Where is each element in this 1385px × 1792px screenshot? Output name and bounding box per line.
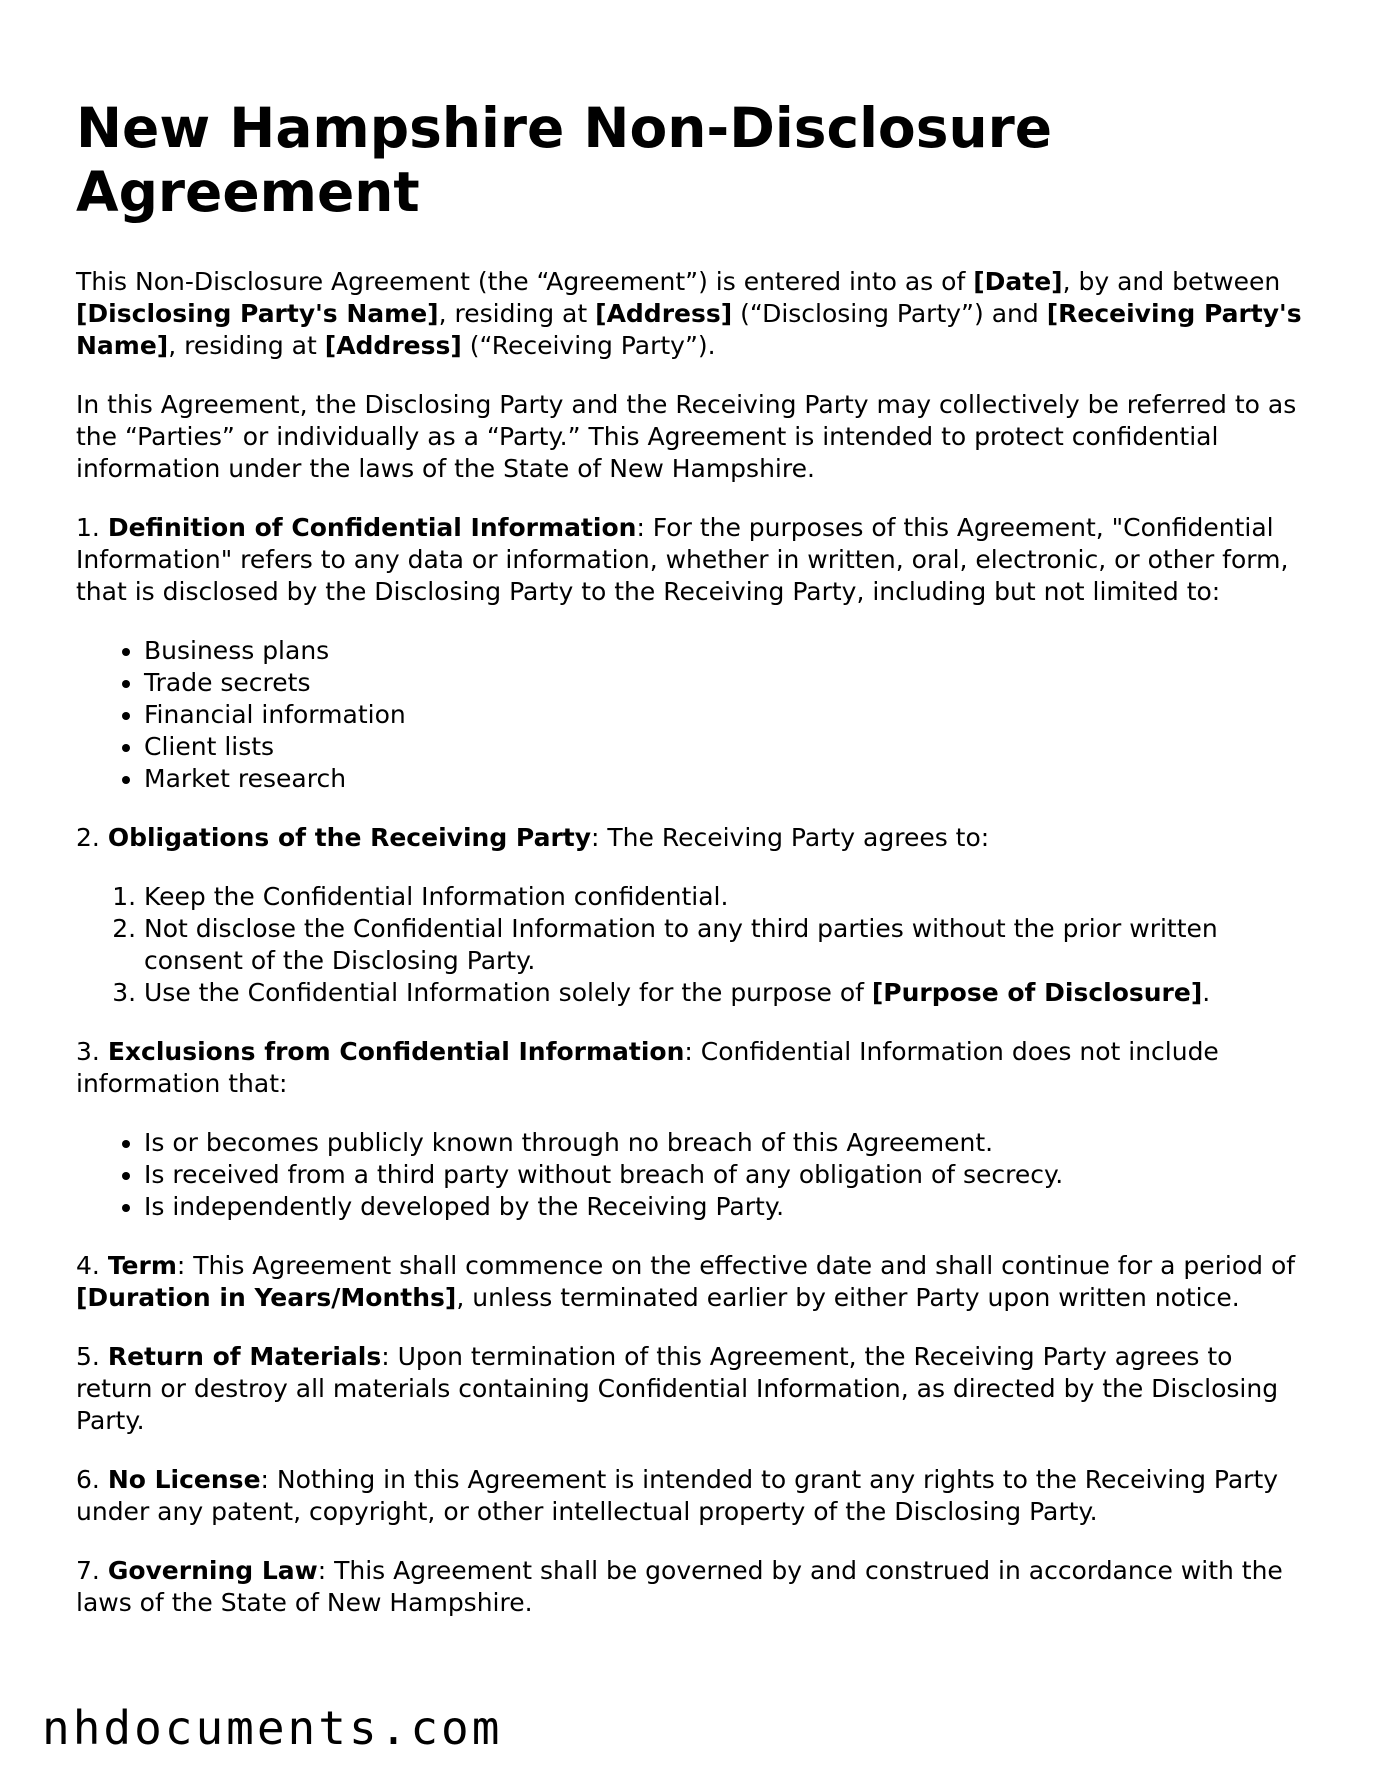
section-7: [76, 1555, 1316, 1619]
section-number: 1.: [76, 513, 108, 542]
section-number: 5.: [76, 1342, 108, 1371]
duration-placeholder: [Duration in Years/Months]: [76, 1283, 457, 1312]
section-text: : The Receiving Party agrees to:: [591, 823, 990, 852]
section-text: : Upon termination of this Agreement, the Receiving Party agrees to return or destroy all materials containing Confidential Information, as directed by the Disclosing Party.: [76, 1342, 1279, 1435]
list-item: 1. Keep the Confidential Information confidential.: [144, 881, 1316, 913]
section-number: 7.: [76, 1556, 108, 1585]
document-page: [76, 96, 1316, 1646]
list-item: • Is independently developed by the Receiving Party.: [144, 1191, 1316, 1223]
list-item: • Is received from a third party without breach of any obligation of secrecy.: [144, 1159, 1316, 1191]
date-placeholder: [Date]: [973, 267, 1063, 296]
document-title: New Hampshire Non-Disclosure Agreement: [76, 96, 1053, 224]
section-number: 2.: [76, 823, 108, 852]
list-item: • Trade secrets: [144, 667, 1316, 699]
intro-text: (“Disclosing Party”) and: [732, 299, 1047, 328]
section-text: , unless terminated earlier by either Party upon written notice.: [456, 1283, 1240, 1312]
disclosing-name-placeholder: [Disclosing Party's Name]: [76, 299, 439, 328]
section-number: 3.: [76, 1037, 108, 1066]
section-3: [76, 1036, 1316, 1100]
intro-text: , residing at: [438, 299, 596, 328]
intro-text: (“Receiving Party”).: [461, 331, 716, 360]
list-item: • Business plans: [144, 635, 1316, 667]
intro-text: This Non-Disclosure Agreement (the “Agreement”) is entered into as of: [76, 267, 974, 296]
intro-paragraph: [76, 266, 1316, 362]
receiving-address-placeholder: [Address]: [324, 331, 462, 360]
list-item: • Market research: [144, 763, 1316, 795]
section-2: [76, 822, 1316, 854]
purpose-placeholder: [Purpose of Disclosure]: [871, 978, 1203, 1007]
section-text: : This Agreement shall commence on the effective date and shall continue for a period of: [176, 1251, 1296, 1280]
exclusions-list: [76, 1127, 1316, 1223]
section-heading: No License: [107, 1465, 261, 1494]
list-item-text: Use the Confidential Information solely for the purpose of: [144, 978, 872, 1007]
section-text: : Nothing in this Agreement is intended to grant any rights to the Receiving Party under any patent, copyright, or other intellectual property of the Disclosing Party.: [76, 1465, 1279, 1526]
section-heading: Definition of Confidential Information: [107, 513, 637, 542]
section-heading: Exclusions from Confidential Information: [107, 1037, 685, 1066]
section-text: : Confidential Information does not include information that:: [76, 1037, 1219, 1098]
obligations-list: [76, 881, 1316, 1009]
section-5: [76, 1341, 1316, 1437]
section-1: [76, 512, 1316, 608]
list-item: 2. Not disclose the Confidential Information to any third parties without the prior written consent of the Disclosing Party.: [144, 913, 1316, 977]
intro-text: , by and between: [1062, 267, 1281, 296]
confidential-info-list: [76, 635, 1316, 795]
section-text: : This Agreement shall be governed by and construed in accordance with the laws of the State of New Hampshire.: [76, 1556, 1283, 1617]
section-heading: Return of Materials: [107, 1342, 382, 1371]
list-item: • Is or becomes publicly known through no breach of this Agreement.: [144, 1127, 1316, 1159]
receiving-name-placeholder: [Receiving Party's Name]: [76, 299, 1302, 360]
section-text: : For the purposes of this Agreement, "Confidential Information" refers to any data or information, whether in written, oral, electronic, or other form, that is disclosed by the Disclosing Party to the Receiving Party, including but not limited to:: [76, 513, 1289, 606]
watermark: nhdocuments.com: [42, 1701, 503, 1755]
list-item-text: .: [1202, 978, 1211, 1007]
section-heading: Governing Law: [107, 1556, 318, 1585]
list-item: [144, 977, 1316, 1009]
intro-text: , residing at: [168, 331, 325, 360]
list-item: • Financial information: [144, 699, 1316, 731]
list-item: • Client lists: [144, 731, 1316, 763]
disclosing-address-placeholder: [Address]: [595, 299, 733, 328]
section-number: 4.: [76, 1251, 108, 1280]
parties-paragraph: In this Agreement, the Disclosing Party and the Receiving Party may collectively be referred to as the “Parties” or individually as a “Party.” This Agreement is intended to protect confidential information under the laws of the State of New Hampshire.: [76, 390, 1297, 483]
section-number: 6.: [76, 1465, 108, 1494]
section-4: [76, 1250, 1316, 1314]
section-heading: Term: [107, 1251, 177, 1280]
section-6: [76, 1464, 1316, 1528]
section-heading: Obligations of the Receiving Party: [107, 823, 592, 852]
